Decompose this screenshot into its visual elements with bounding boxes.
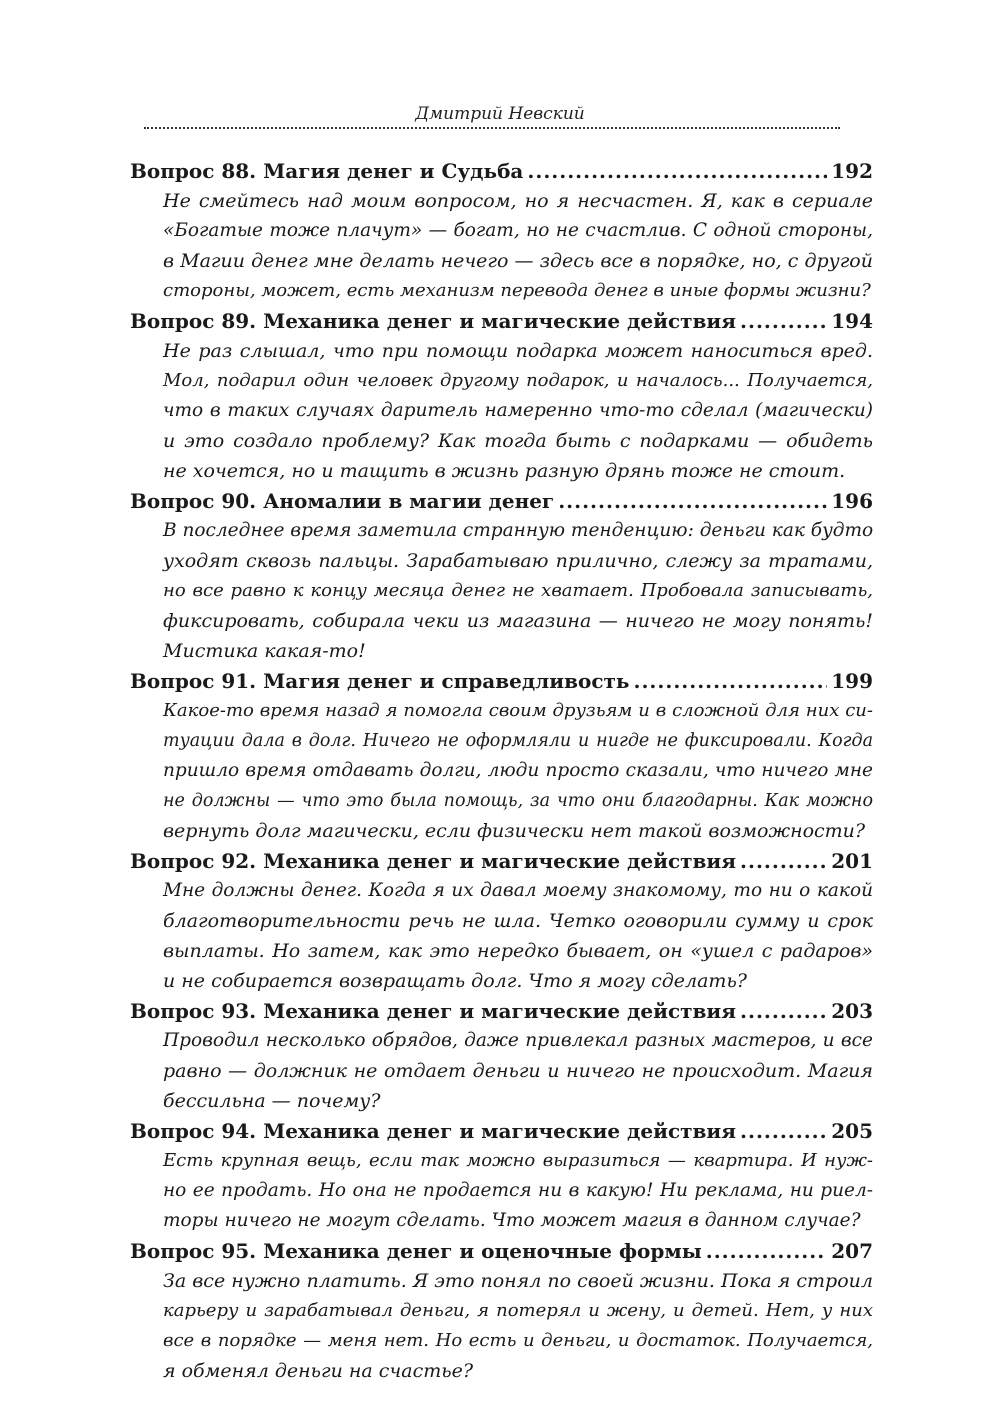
- description-line: но все равно к концу месяца денег не хватает. Пробовала записывать,: [163, 580, 873, 601]
- description-line: не хочется, но и тащить в жизнь разную дрянь тоже не стоит.: [163, 460, 846, 482]
- toc-entry-description: [163, 1146, 873, 1236]
- description-line: пришло время отдавать долги, люди просто сказали, что ничего мне: [163, 760, 873, 781]
- toc-entry-title: Вопрос 89. Механика денег и магические действия: [130, 309, 737, 333]
- toc-entry-heading[interactable]: [130, 486, 873, 516]
- toc-entry-heading[interactable]: [130, 1116, 873, 1146]
- description-line: выплаты. Но затем, как это нередко бывает, он «ушел с радаров»: [163, 940, 873, 962]
- description-line: Проводил несколько обрядов, даже привлекал разных мастеров, и все: [163, 1030, 873, 1051]
- toc-page-number: 196: [831, 489, 873, 513]
- description-line: равно — должник не отдает деньги и ничего не происходит. Магия: [163, 1060, 873, 1082]
- toc-entry: [130, 846, 873, 996]
- toc-page-number: 205: [831, 1119, 873, 1143]
- description-line: Какое-то время назад я помогла своим друзьям и в сложной для них си-: [163, 700, 873, 721]
- dot-leader: [527, 156, 827, 186]
- dot-leader: [740, 1116, 827, 1146]
- description-line: Мне должны денег. Когда я их давал моему знакомому, то ни о какой: [163, 880, 873, 901]
- toc-page-number: 194: [831, 309, 873, 333]
- toc-page-number: 201: [831, 849, 873, 873]
- toc-entry-title: Вопрос 91. Магия денег и справедливость: [130, 669, 630, 693]
- description-line: торы ничего не могут сделать. Что может магия в данном случае?: [163, 1210, 861, 1231]
- description-line: не должны — что это была помощь, за что они благодарны. Как можно: [163, 791, 873, 811]
- toc-entry-description: [163, 1266, 873, 1386]
- toc-entry-title: Вопрос 94. Механика денег и магические действия: [130, 1119, 737, 1143]
- toc-entry-description: [163, 516, 873, 666]
- toc-entry-heading[interactable]: [130, 996, 873, 1026]
- description-line: в Магии денег мне делать нечего — здесь все в порядке, но, с другой: [163, 250, 873, 272]
- toc-entry-title: Вопрос 88. Магия денег и Судьба: [130, 159, 524, 183]
- toc-page-number: 207: [831, 1239, 873, 1263]
- toc-entry-title: Вопрос 93. Механика денег и магические действия: [130, 999, 737, 1023]
- toc-entry-description: [163, 696, 873, 846]
- dot-leader: [740, 996, 827, 1026]
- description-line: В последнее время заметила странную тенденцию: деньги как будто: [163, 520, 874, 541]
- dot-leader: [634, 666, 828, 696]
- toc-entry-title: Вопрос 95. Механика денег и оценочные формы: [130, 1239, 702, 1263]
- description-line: бессильна — почему?: [163, 1090, 381, 1112]
- description-line: Не раз слышал, что при помощи подарка может наноситься вред.: [163, 340, 873, 362]
- description-line: уходят сквозь пальцы. Зарабатываю прилично, слежу за тратами,: [163, 550, 873, 572]
- table-of-contents: [130, 156, 873, 1386]
- description-line: карьеру и зарабатывал деньги, я потерял и жену, и детей. Нет, у них: [163, 1300, 873, 1321]
- toc-page-number: 192: [831, 159, 873, 183]
- toc-entry-description: [163, 876, 873, 996]
- toc-entry: [130, 156, 873, 306]
- toc-entry: [130, 996, 873, 1116]
- description-line: я обменял деньги на счастье?: [163, 1360, 474, 1382]
- description-line: Мистика какая-то!: [163, 640, 366, 662]
- toc-entry: [130, 666, 873, 846]
- toc-entry-heading[interactable]: [130, 156, 873, 186]
- description-line: Не смейтесь над моим вопросом, но я несчастен. Я, как в сериале: [163, 190, 873, 212]
- toc-entry-heading[interactable]: [130, 846, 873, 876]
- description-line: все в порядке — меня нет. Но есть и деньги, и достаток. Получается,: [163, 1330, 873, 1351]
- toc-entry-heading[interactable]: [130, 306, 873, 336]
- toc-entry-description: [163, 1026, 873, 1116]
- description-line: и не собирается возвращать долг. Что я могу сделать?: [163, 970, 747, 992]
- toc-entry: [130, 306, 873, 486]
- toc-entry-title: Вопрос 90. Аномалии в магии денег: [130, 489, 555, 513]
- description-line: и это создало проблему? Как тогда быть с подарками — обидеть: [163, 430, 873, 452]
- description-line: благотворительности речь не шла. Четко оговорили сумму и срок: [163, 910, 873, 932]
- toc-page-number: 203: [831, 999, 873, 1023]
- toc-entry: [130, 1236, 873, 1386]
- description-line: Есть крупная вещь, если так можно выразиться — квартира. И нуж-: [163, 1150, 873, 1171]
- description-line: вернуть долг магически, если физически нет такой возможности?: [163, 820, 866, 842]
- running-head: Дмитрий Невский: [415, 104, 585, 124]
- dot-leader: [740, 846, 827, 876]
- toc-entry: [130, 486, 873, 666]
- description-line: туации дала в долг. Ничего не оформляли и нигде не фиксировали. Когда: [163, 731, 873, 751]
- description-line: что в таких случаях даритель намеренно что-то сделал (магически): [163, 400, 873, 421]
- header-dotted-rule: [144, 127, 840, 129]
- toc-entry-title: Вопрос 92. Механика денег и магические действия: [130, 849, 737, 873]
- description-line: За все нужно платить. Я это понял по своей жизни. Пока я строил: [163, 1270, 873, 1292]
- dot-leader: [706, 1236, 828, 1266]
- toc-entry-description: [163, 336, 873, 486]
- description-line: но ее продать. Но она не продается ни в какую! Ни реклама, ни риел-: [163, 1180, 873, 1201]
- description-line: «Богатые тоже плачут» — богат, но не счастлив. С одной стороны,: [163, 220, 873, 241]
- dot-leader: [558, 486, 827, 516]
- description-line: фиксировать, собирала чеки из магазина — ничего не могу понять!: [163, 610, 873, 632]
- toc-entry-heading[interactable]: [130, 1236, 873, 1266]
- toc-entry-description: [163, 186, 873, 306]
- description-line: стороны, может, есть механизм перевода денег в иные формы жизни?: [163, 280, 871, 301]
- description-line: Мол, подарил один человек другому подарок, и началось... Получается,: [163, 370, 873, 391]
- toc-entry: [130, 1116, 873, 1236]
- dot-leader: [740, 306, 827, 336]
- toc-entry-heading[interactable]: [130, 666, 873, 696]
- toc-page-number: 199: [831, 669, 873, 693]
